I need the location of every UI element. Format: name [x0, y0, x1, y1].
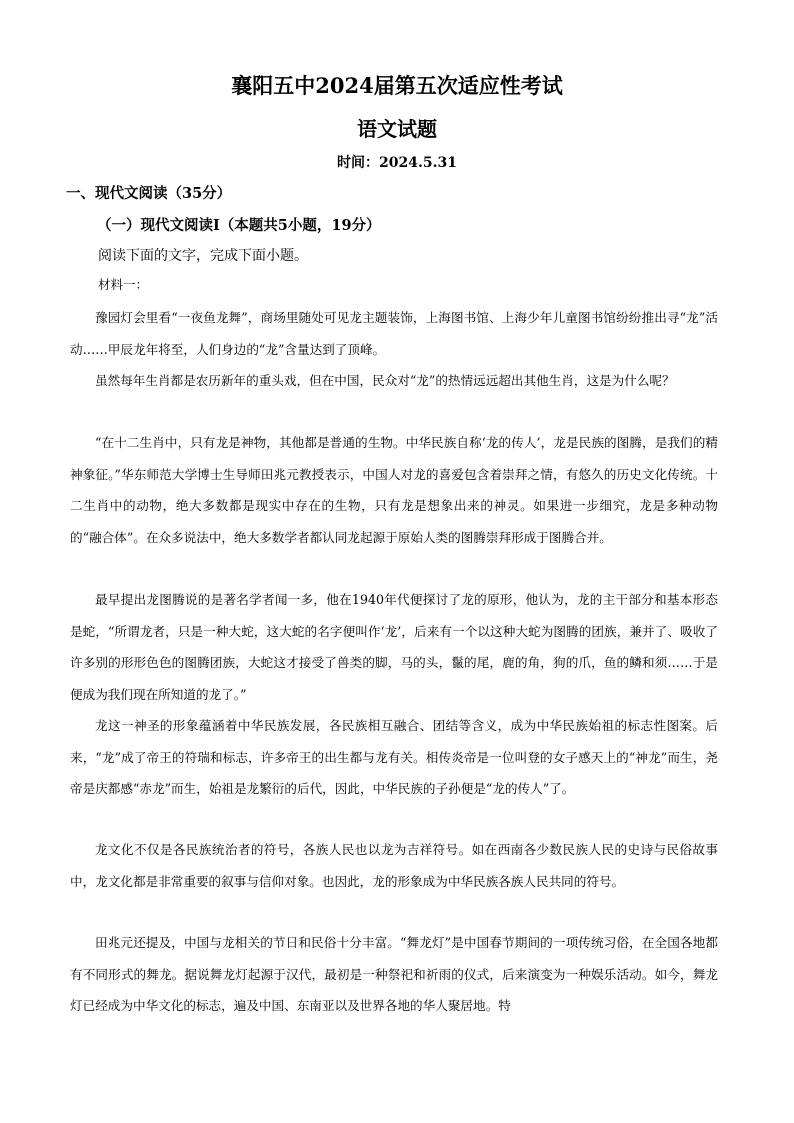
paragraph: “在十二生肖中，只有龙是神物，其他都是普通的生物。中华民族自称‘龙的传人’，龙是民族的图腾，是我们的精神象征。”华东师范大学博士生导师田兆元教授表示，中国人对龙的喜爱包含着崇拜之情，有悠久的历史文化传统。十二生肖中的动物，绝大多数都是现实中存在的生物，只有龙是想象出来的神灵。如果进一步细究，龙是多种动物的“融合体”。在众多说法中，绝大多数学者都认同龙起源于原始人类的图腾崇拜形成于图腾合并。 — [70, 435, 718, 545]
paragraph: 龙文化不仅是各民族统治者的符号，各族人民也以龙为吉祥符号。如在西南各少数民族人民的史诗与民俗故事中，龙文化都是非常重要的叙事与信仰对象。也因此，龙的形象成为中华民族各族人民共同的符号。 — [70, 842, 718, 889]
exam-subtitle: 语文试题 — [357, 117, 437, 141]
reading-instruction: 阅读下面的文字，完成下面小题。 — [98, 248, 308, 264]
subsection-heading: （一）现代文阅读Ⅰ（本题共5小题，19分） — [97, 217, 381, 234]
paragraph: 龙这一神圣的形象蕴涵着中华民族发展，各民族相互融合、团结等含义，成为中华民族始祖的标志性图案。后来，“龙”成了帝王的符瑞和标志，许多帝王的出生都与龙有关。相传炎帝是一位叫登的女子感天上的“神龙”而生，尧帝是庆都感“赤龙”而生，始祖是龙繁衍的后代，因此，中华民族的子孙便是“龙的传人”了。 — [70, 718, 718, 796]
paragraph: 田兆元还提及，中国与龙相关的节日和民俗十分丰富。“舞龙灯”是中国春节期间的一项传统习俗，在全国各地都有不同形式的舞龙。据说舞龙灯起源于汉代，最初是一种祭祀和祈雨的仪式，后来演变为一种娱乐活动。如今，舞龙灯已经成为中华文化的标志，遍及中国、东南亚以及世界各地的华人聚居地。特 — [70, 935, 718, 1013]
exam-title: 襄阳五中2024届第五次适应性考试 — [231, 73, 563, 98]
section-heading: 一、现代文阅读（35分） — [66, 185, 232, 202]
paragraph: 虽然每年生肖都是农历新年的重头戏，但在中国，民众对“龙”的热情远远超出其他生肖，这是为什么呢？ — [95, 373, 675, 388]
paragraph: 豫园灯会里看“一夜鱼龙舞”，商场里随处可见龙主题装饰，上海图书馆、上海少年儿童图书馆纷纷推出寻“龙”活动……甲辰龙年将至，人们身边的“龙”含量达到了顶峰。 — [70, 310, 718, 357]
material-label: 材料一： — [98, 277, 149, 292]
exam-date: 时间：2024.5.31 — [337, 155, 457, 171]
paragraph: 最早提出龙图腾说的是著名学者闻一多，他在1940年代便探讨了龙的原形，他认为，龙的主干部分和基本形态是蛇，“所谓龙者，只是一种大蛇，这大蛇的名字便叫作‘龙’，后来有一个以这种大蛇为图腾的团族，兼并了、吸收了许多别的形形色色的图腾团族，大蛇这才接受了兽类的脚，马的头，鬣的尾，鹿的角，狗的爪，鱼的鳞和须……于是便成为我们现在所知道的龙了。” — [70, 592, 718, 702]
